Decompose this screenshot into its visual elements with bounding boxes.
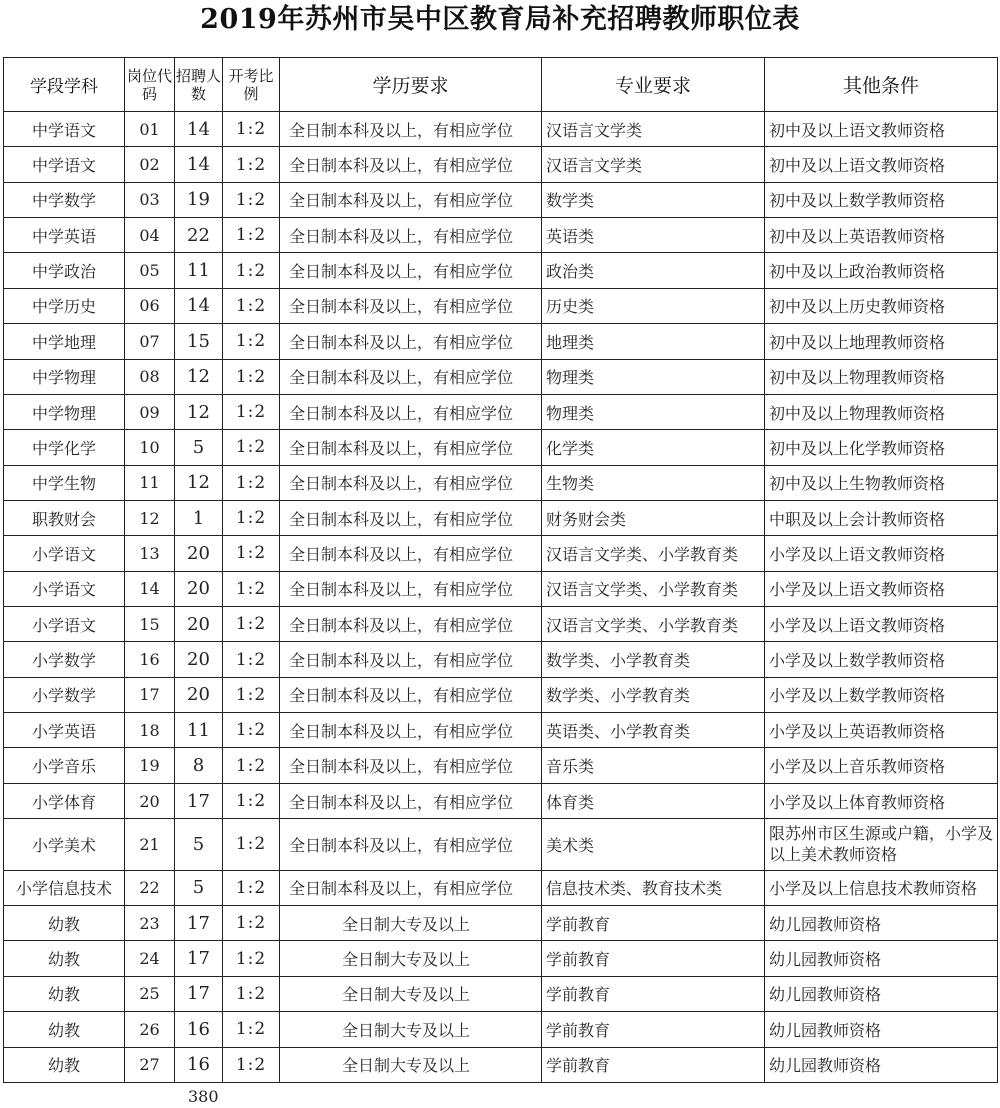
cell-education: 全日制本科及以上，有相应学位 bbox=[280, 642, 542, 677]
cell-major: 学前教育 bbox=[542, 906, 765, 941]
cell-ratio: 1:2 bbox=[223, 1047, 280, 1083]
cell-ratio: 1:2 bbox=[223, 218, 280, 253]
table-row bbox=[4, 713, 998, 748]
cell-major: 英语类、小学教育类 bbox=[542, 713, 765, 748]
cell-education: 全日制本科及以上，有相应学位 bbox=[280, 748, 542, 783]
cell-subject: 小学语文 bbox=[4, 536, 125, 571]
cell-ratio: 1:2 bbox=[223, 536, 280, 571]
table-row bbox=[4, 976, 998, 1011]
cell-education: 全日制本科及以上，有相应学位 bbox=[280, 536, 542, 571]
cell-other: 初中及以上生物教师资格 bbox=[765, 465, 998, 500]
cell-ratio: 1:2 bbox=[223, 941, 280, 976]
cell-code: 13 bbox=[125, 536, 175, 571]
cell-ratio: 1:2 bbox=[223, 430, 280, 465]
cell-count: 5 bbox=[175, 430, 223, 465]
cell-count: 20 bbox=[175, 536, 223, 571]
table-row bbox=[4, 642, 998, 677]
cell-ratio: 1:2 bbox=[223, 906, 280, 941]
table-row bbox=[4, 430, 998, 465]
cell-major: 数学类、小学教育类 bbox=[542, 642, 765, 677]
cell-code: 26 bbox=[125, 1012, 175, 1047]
cell-count: 14 bbox=[175, 147, 223, 182]
cell-count: 12 bbox=[175, 394, 223, 429]
cell-major: 音乐类 bbox=[542, 748, 765, 783]
cell-education: 全日制本科及以上，有相应学位 bbox=[280, 500, 542, 535]
cell-subject: 幼教 bbox=[4, 1047, 125, 1083]
cell-ratio: 1:2 bbox=[223, 394, 280, 429]
table-row bbox=[4, 465, 998, 500]
cell-major: 汉语言文学类、小学教育类 bbox=[542, 607, 765, 642]
cell-major: 政治类 bbox=[542, 253, 765, 288]
cell-subject: 中学物理 bbox=[4, 359, 125, 394]
cell-other: 初中及以上政治教师资格 bbox=[765, 253, 998, 288]
cell-education: 全日制本科及以上，有相应学位 bbox=[280, 218, 542, 253]
cell-code: 02 bbox=[125, 147, 175, 182]
cell-ratio: 1:2 bbox=[223, 748, 280, 783]
cell-count: 22 bbox=[175, 218, 223, 253]
cell-education: 全日制本科及以上，有相应学位 bbox=[280, 430, 542, 465]
cell-other: 初中及以上地理教师资格 bbox=[765, 324, 998, 359]
cell-code: 11 bbox=[125, 465, 175, 500]
cell-subject: 中学英语 bbox=[4, 218, 125, 253]
cell-subject: 中学数学 bbox=[4, 182, 125, 217]
cell-other: 初中及以上语文教师资格 bbox=[765, 147, 998, 182]
cell-education: 全日制本科及以上，有相应学位 bbox=[280, 112, 542, 147]
table-row bbox=[4, 1047, 998, 1083]
cell-education: 全日制本科及以上，有相应学位 bbox=[280, 465, 542, 500]
cell-code: 09 bbox=[125, 394, 175, 429]
cell-major: 物理类 bbox=[542, 359, 765, 394]
cell-subject: 中学化学 bbox=[4, 430, 125, 465]
cell-ratio: 1:2 bbox=[223, 976, 280, 1011]
table-row bbox=[4, 941, 998, 976]
cell-code: 23 bbox=[125, 906, 175, 941]
cell-ratio: 1:2 bbox=[223, 500, 280, 535]
cell-other: 小学及以上语文教师资格 bbox=[765, 536, 998, 571]
cell-education: 全日制本科及以上，有相应学位 bbox=[280, 677, 542, 712]
cell-major: 汉语言文学类 bbox=[542, 112, 765, 147]
cell-subject: 幼教 bbox=[4, 906, 125, 941]
table-row bbox=[4, 500, 998, 535]
cell-count: 17 bbox=[175, 906, 223, 941]
cell-ratio: 1:2 bbox=[223, 677, 280, 712]
cell-education: 全日制本科及以上，有相应学位 bbox=[280, 394, 542, 429]
cell-major: 物理类 bbox=[542, 394, 765, 429]
table-row bbox=[4, 182, 998, 217]
cell-subject: 职教财会 bbox=[4, 500, 125, 535]
cell-education: 全日制本科及以上，有相应学位 bbox=[280, 324, 542, 359]
cell-ratio: 1:2 bbox=[223, 324, 280, 359]
cell-major: 学前教育 bbox=[542, 941, 765, 976]
table-row bbox=[4, 677, 998, 712]
cell-other: 限苏州市区生源或户籍，小学及以上美术教师资格 bbox=[765, 819, 998, 871]
cell-major: 信息技术类、教育技术类 bbox=[542, 870, 765, 905]
cell-ratio: 1:2 bbox=[223, 642, 280, 677]
cell-major: 学前教育 bbox=[542, 1012, 765, 1047]
cell-major: 汉语言文学类、小学教育类 bbox=[542, 571, 765, 606]
cell-ratio: 1:2 bbox=[223, 182, 280, 217]
cell-code: 21 bbox=[125, 819, 175, 871]
cell-subject: 中学历史 bbox=[4, 288, 125, 323]
cell-count: 19 bbox=[175, 182, 223, 217]
cell-subject: 幼教 bbox=[4, 941, 125, 976]
cell-subject: 中学物理 bbox=[4, 394, 125, 429]
cell-count: 17 bbox=[175, 941, 223, 976]
cell-major: 化学类 bbox=[542, 430, 765, 465]
cell-other: 小学及以上音乐教师资格 bbox=[765, 748, 998, 783]
cell-code: 10 bbox=[125, 430, 175, 465]
cell-subject: 中学地理 bbox=[4, 324, 125, 359]
table-row bbox=[4, 394, 998, 429]
table-row bbox=[4, 536, 998, 571]
cell-other: 初中及以上物理教师资格 bbox=[765, 359, 998, 394]
cell-education: 全日制本科及以上，有相应学位 bbox=[280, 870, 542, 905]
cell-code: 04 bbox=[125, 218, 175, 253]
cell-major: 历史类 bbox=[542, 288, 765, 323]
cell-subject: 小学体育 bbox=[4, 783, 125, 818]
cell-subject: 中学生物 bbox=[4, 465, 125, 500]
cell-subject: 小学音乐 bbox=[4, 748, 125, 783]
header-ratio: 开考比例 bbox=[223, 58, 280, 112]
cell-code: 05 bbox=[125, 253, 175, 288]
cell-code: 03 bbox=[125, 182, 175, 217]
cell-subject: 小学数学 bbox=[4, 677, 125, 712]
cell-other: 小学及以上数学教师资格 bbox=[765, 677, 998, 712]
header-major: 专业要求 bbox=[542, 58, 765, 112]
cell-count: 15 bbox=[175, 324, 223, 359]
cell-other: 幼儿园教师资格 bbox=[765, 976, 998, 1011]
cell-count: 11 bbox=[175, 713, 223, 748]
cell-major: 英语类 bbox=[542, 218, 765, 253]
cell-code: 01 bbox=[125, 112, 175, 147]
table-row bbox=[4, 288, 998, 323]
cell-education: 全日制大专及以上 bbox=[280, 1047, 542, 1083]
cell-ratio: 1:2 bbox=[223, 465, 280, 500]
cell-subject: 幼教 bbox=[4, 976, 125, 1011]
cell-major: 财务财会类 bbox=[542, 500, 765, 535]
cell-count: 16 bbox=[175, 1012, 223, 1047]
cell-education: 全日制大专及以上 bbox=[280, 906, 542, 941]
table-header-row bbox=[4, 58, 998, 112]
table-row bbox=[4, 359, 998, 394]
cell-count: 11 bbox=[175, 253, 223, 288]
cell-code: 19 bbox=[125, 748, 175, 783]
table-row bbox=[4, 112, 998, 147]
cell-education: 全日制本科及以上，有相应学位 bbox=[280, 359, 542, 394]
positions-table bbox=[3, 57, 998, 1083]
cell-ratio: 1:2 bbox=[223, 359, 280, 394]
cell-count: 20 bbox=[175, 677, 223, 712]
cell-education: 全日制本科及以上，有相应学位 bbox=[280, 819, 542, 871]
table-row bbox=[4, 783, 998, 818]
cell-ratio: 1:2 bbox=[223, 571, 280, 606]
cell-code: 15 bbox=[125, 607, 175, 642]
cell-other: 初中及以上化学教师资格 bbox=[765, 430, 998, 465]
cell-count: 14 bbox=[175, 112, 223, 147]
cell-other: 幼儿园教师资格 bbox=[765, 906, 998, 941]
cell-subject: 小学信息技术 bbox=[4, 870, 125, 905]
table-row bbox=[4, 1012, 998, 1047]
cell-ratio: 1:2 bbox=[223, 1012, 280, 1047]
cell-other: 初中及以上物理教师资格 bbox=[765, 394, 998, 429]
table-row bbox=[4, 253, 998, 288]
header-subject: 学段学科 bbox=[4, 58, 125, 112]
cell-ratio: 1:2 bbox=[223, 253, 280, 288]
cell-code: 25 bbox=[125, 976, 175, 1011]
cell-count: 8 bbox=[175, 748, 223, 783]
header-other: 其他条件 bbox=[765, 58, 998, 112]
cell-count: 20 bbox=[175, 571, 223, 606]
cell-major: 学前教育 bbox=[542, 976, 765, 1011]
cell-education: 全日制本科及以上，有相应学位 bbox=[280, 607, 542, 642]
cell-code: 12 bbox=[125, 500, 175, 535]
cell-ratio: 1:2 bbox=[223, 819, 280, 871]
cell-code: 20 bbox=[125, 783, 175, 818]
cell-count: 5 bbox=[175, 819, 223, 871]
cell-code: 24 bbox=[125, 941, 175, 976]
cell-count: 5 bbox=[175, 870, 223, 905]
table-row bbox=[4, 324, 998, 359]
cell-other: 幼儿园教师资格 bbox=[765, 941, 998, 976]
cell-count: 20 bbox=[175, 607, 223, 642]
cell-other: 小学及以上语文教师资格 bbox=[765, 571, 998, 606]
table-row bbox=[4, 819, 998, 871]
header-count: 招聘人数 bbox=[175, 58, 223, 112]
cell-code: 14 bbox=[125, 571, 175, 606]
cell-other: 小学及以上数学教师资格 bbox=[765, 642, 998, 677]
cell-subject: 小学语文 bbox=[4, 571, 125, 606]
cell-count: 20 bbox=[175, 642, 223, 677]
cell-major: 汉语言文学类 bbox=[542, 147, 765, 182]
cell-count: 14 bbox=[175, 288, 223, 323]
cell-major: 学前教育 bbox=[542, 1047, 765, 1083]
cell-subject: 幼教 bbox=[4, 1012, 125, 1047]
cell-ratio: 1:2 bbox=[223, 288, 280, 323]
cell-code: 22 bbox=[125, 870, 175, 905]
cell-code: 07 bbox=[125, 324, 175, 359]
cell-ratio: 1:2 bbox=[223, 607, 280, 642]
table-row bbox=[4, 906, 998, 941]
cell-major: 汉语言文学类、小学教育类 bbox=[542, 536, 765, 571]
cell-education: 全日制本科及以上，有相应学位 bbox=[280, 182, 542, 217]
cell-subject: 小学英语 bbox=[4, 713, 125, 748]
cell-other: 小学及以上语文教师资格 bbox=[765, 607, 998, 642]
cell-education: 全日制本科及以上，有相应学位 bbox=[280, 288, 542, 323]
cell-count: 16 bbox=[175, 1047, 223, 1083]
cell-subject: 中学政治 bbox=[4, 253, 125, 288]
cell-ratio: 1:2 bbox=[223, 713, 280, 748]
cell-major: 数学类、小学教育类 bbox=[542, 677, 765, 712]
cell-count: 12 bbox=[175, 465, 223, 500]
cell-subject: 中学语文 bbox=[4, 112, 125, 147]
cell-education: 全日制本科及以上，有相应学位 bbox=[280, 147, 542, 182]
cell-education: 全日制本科及以上，有相应学位 bbox=[280, 713, 542, 748]
cell-code: 08 bbox=[125, 359, 175, 394]
header-education: 学历要求 bbox=[280, 58, 542, 112]
table-row bbox=[4, 218, 998, 253]
cell-other: 小学及以上体育教师资格 bbox=[765, 783, 998, 818]
cell-other: 初中及以上历史教师资格 bbox=[765, 288, 998, 323]
cell-code: 27 bbox=[125, 1047, 175, 1083]
table-row bbox=[4, 147, 998, 182]
cell-ratio: 1:2 bbox=[223, 112, 280, 147]
cell-other: 初中及以上语文教师资格 bbox=[765, 112, 998, 147]
cell-major: 生物类 bbox=[542, 465, 765, 500]
cell-code: 17 bbox=[125, 677, 175, 712]
cell-ratio: 1:2 bbox=[223, 783, 280, 818]
cell-ratio: 1:2 bbox=[223, 147, 280, 182]
cell-major: 美术类 bbox=[542, 819, 765, 871]
page-number: 380 bbox=[188, 1087, 219, 1106]
table-body bbox=[4, 112, 998, 1083]
cell-other: 小学及以上信息技术教师资格 bbox=[765, 870, 998, 905]
cell-education: 全日制大专及以上 bbox=[280, 1012, 542, 1047]
cell-education: 全日制本科及以上，有相应学位 bbox=[280, 571, 542, 606]
cell-other: 初中及以上数学教师资格 bbox=[765, 182, 998, 217]
cell-code: 06 bbox=[125, 288, 175, 323]
cell-other: 小学及以上英语教师资格 bbox=[765, 713, 998, 748]
page-title: 2019年苏州市吴中区教育局补充招聘教师职位表 bbox=[200, 4, 800, 35]
cell-code: 16 bbox=[125, 642, 175, 677]
cell-major: 地理类 bbox=[542, 324, 765, 359]
table-row bbox=[4, 607, 998, 642]
cell-count: 17 bbox=[175, 976, 223, 1011]
header-code: 岗位代码 bbox=[125, 58, 175, 112]
table-row bbox=[4, 748, 998, 783]
cell-count: 1 bbox=[175, 500, 223, 535]
cell-education: 全日制大专及以上 bbox=[280, 941, 542, 976]
cell-other: 幼儿园教师资格 bbox=[765, 1012, 998, 1047]
cell-other: 初中及以上英语教师资格 bbox=[765, 218, 998, 253]
table-row bbox=[4, 571, 998, 606]
cell-count: 12 bbox=[175, 359, 223, 394]
cell-subject: 小学数学 bbox=[4, 642, 125, 677]
cell-subject: 中学语文 bbox=[4, 147, 125, 182]
cell-other: 幼儿园教师资格 bbox=[765, 1047, 998, 1083]
cell-subject: 小学语文 bbox=[4, 607, 125, 642]
cell-major: 体育类 bbox=[542, 783, 765, 818]
cell-code: 18 bbox=[125, 713, 175, 748]
cell-education: 全日制本科及以上，有相应学位 bbox=[280, 783, 542, 818]
cell-education: 全日制本科及以上，有相应学位 bbox=[280, 253, 542, 288]
cell-count: 17 bbox=[175, 783, 223, 818]
cell-ratio: 1:2 bbox=[223, 870, 280, 905]
cell-education: 全日制大专及以上 bbox=[280, 976, 542, 1011]
cell-major: 数学类 bbox=[542, 182, 765, 217]
cell-subject: 小学美术 bbox=[4, 819, 125, 871]
cell-other: 中职及以上会计教师资格 bbox=[765, 500, 998, 535]
table-row bbox=[4, 870, 998, 905]
